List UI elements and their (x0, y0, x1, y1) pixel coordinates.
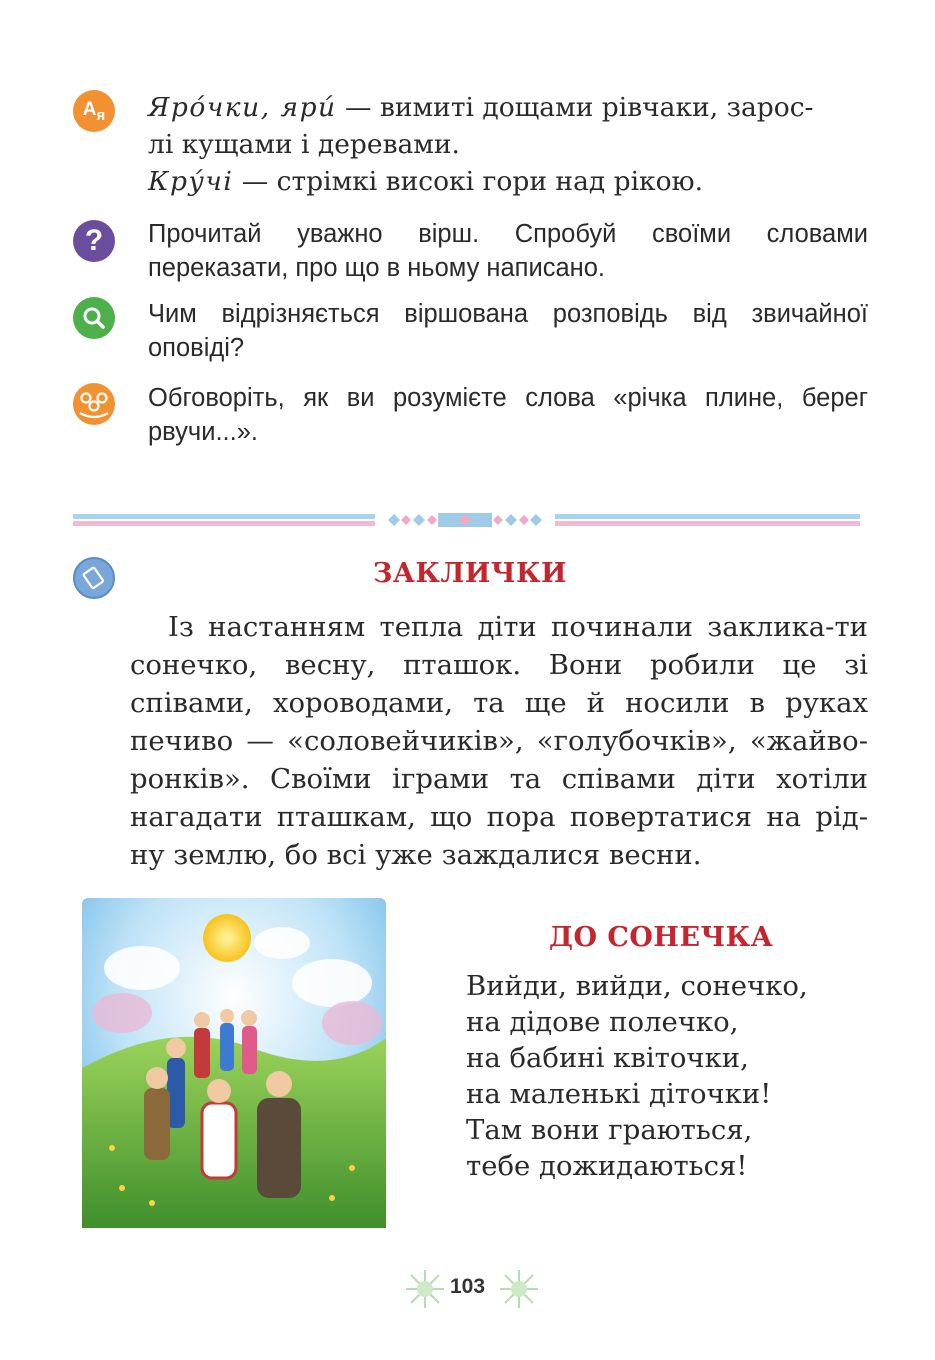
definition-kruchi: — стрімкі високі гори над рікою. (233, 166, 704, 197)
right-ornament-icon (498, 1268, 540, 1310)
term-kruchi: Кру́чі (148, 166, 234, 197)
poem-line: на маленькі діточки! (466, 1078, 772, 1110)
term-yarochky: Яро́чки, ярú (148, 92, 337, 123)
poem-line: Там вони граються, (466, 1114, 753, 1146)
section-title: ЗАКЛИЧКИ (372, 558, 568, 589)
question-icon: ? (73, 220, 115, 262)
magnifier-icon (73, 297, 115, 339)
section-paragraph: Із настанням тепла діти починали заклика-ти сонечко, весну, пташок. Вони робили це зі співами, хороводами, та ще й носили в руках печиво — «соловейчиків», «голубочків», «жайво-ронків». Своїми іграми та співами діти хотіли нагадати пташкам, що пора повертатися на рід-ну землю, бо всі уже заждалися весни. (130, 611, 868, 871)
definition-yarochky: — вимиті дощами рівчаки, зарос- (336, 92, 814, 123)
poem-text (466, 968, 886, 1184)
poem-line: на дідове полечко, (466, 1006, 739, 1038)
group-discussion-icon (73, 383, 115, 425)
poem-title: ДО СОНЕЧКА (549, 922, 774, 953)
children-round-dance-illustration (82, 898, 386, 1228)
ornament-divider (73, 512, 860, 528)
task-read-poem: Прочитай уважно вірш. Спробуй своїми словами переказати, про що в ньому написано. (148, 220, 868, 282)
poem-line: тебе дожидаються! (466, 1150, 748, 1182)
definition-yarochky-cont: лі кущами і деревами. (148, 129, 460, 160)
poem-line: Вийди, вийди, сонечко, (466, 970, 808, 1002)
poem-line: на бабині квіточки, (466, 1042, 749, 1074)
vocabulary-text (148, 89, 868, 200)
task-compare-story: Чим відрізняється віршована розповідь від звичайної оповіді? (148, 300, 868, 362)
vocabulary-icon: $А_я$ (73, 90, 115, 132)
page-number: 103 (449, 1275, 486, 1298)
task-discuss-words: Обговоріть, як ви розумієте слова «річка плине, берег рвучи...». (148, 384, 868, 446)
